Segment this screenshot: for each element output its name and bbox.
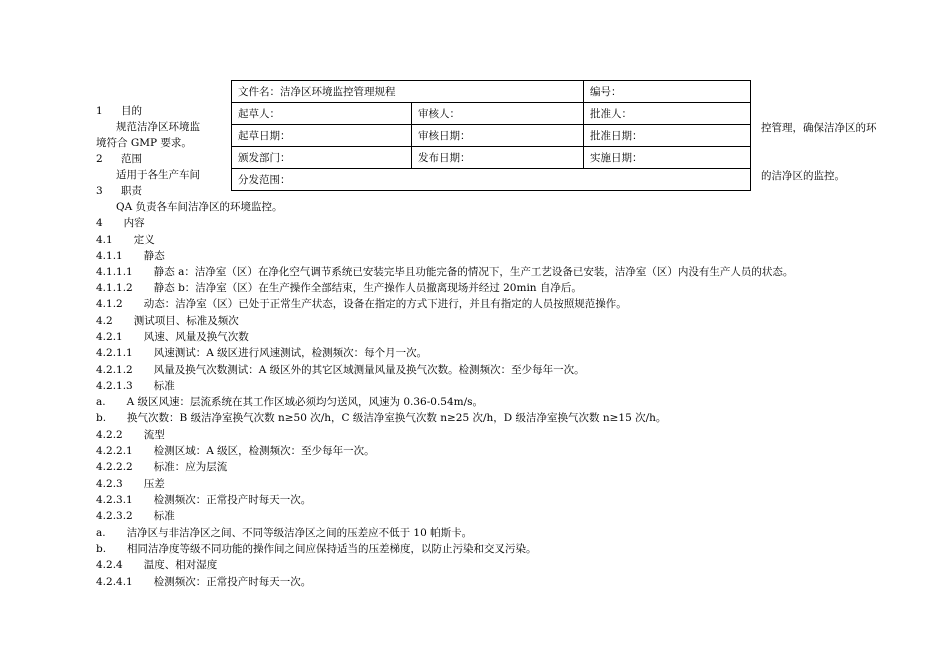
content-line: 4.2.1.3 标准 <box>96 380 175 392</box>
review-date-cell: 审核日期： <box>412 125 584 147</box>
content-line: 4.2 测试项目、标准及频次 <box>96 315 239 327</box>
content-line: b. 换气次数：B 级洁净室换气次数 n≥50 次/h，C 级洁净室换气次数 n≥25 次/h，D 级洁净室换气次数 n≥15 次/h。 <box>96 412 667 424</box>
purpose-text-left-2: 境符合 GMP 要求。 <box>96 137 192 149</box>
purpose-text-right: 控管理，确保洁净区的环 <box>761 122 877 134</box>
content-line: 4.2.2.2 标准：应为层流 <box>96 461 228 473</box>
scope-text-right: 的洁净区的监控。 <box>761 170 845 182</box>
content-line: a. A 级区风速：层流系统在其工作区域必须均匀送风，风速为 0.36-0.54m/s。 <box>96 396 484 408</box>
content-line: 4.1 定义 <box>96 234 155 246</box>
content-line: 4.2.1 风速、风量及换气次数 <box>96 331 249 343</box>
content-line: 4.2.3 压差 <box>96 478 165 490</box>
content-line: 4.1.1.1 静态 a：洁净室（区）在净化空气调节系统已安装完毕且功能完备的情况下，生产工艺设备已安装，洁净室（区）内没有生产人员的状态。 <box>96 266 794 278</box>
section-title-scope: 范围 <box>121 153 142 165</box>
effective-date-cell: 实施日期： <box>584 147 751 169</box>
content-line: QA 负责各车间洁净区的环境监控。 <box>116 201 283 213</box>
content-line: 4.2.1.1 风速测试：A 级区进行风速测试，检测频次：每个月一次。 <box>96 347 428 359</box>
release-date-cell: 发布日期： <box>412 147 584 169</box>
content-line: 4.2.1.2 风量及换气次数测试：A 级区外的其它区域测量风量及换气次数。检测频次：至少每年一次。 <box>96 364 585 376</box>
number-cell: 编号： <box>584 81 751 103</box>
approve-date-cell: 批准日期： <box>584 125 751 147</box>
content-line: 4.2.3.1 检测频次：正常投产时每天一次。 <box>96 494 312 506</box>
section-number-2: 2 <box>96 153 103 165</box>
section-number-3: 3 <box>96 185 103 197</box>
section-title-purpose: 目的 <box>121 105 142 117</box>
content-line: 4 内容 <box>96 217 145 229</box>
content-line: a. 洁净区与非洁净区之间、不同等级洁净区之间的压差应不低于 10 帕斯卡。 <box>96 527 473 539</box>
distribution-cell: 分发范围： <box>232 169 751 191</box>
content-line: 4.1.2 动态：洁净室（区）已处于正常生产状态，设备在指定的方式下进行，并且有指定的人员按照规范操作。 <box>96 298 627 310</box>
content-line: 4.1.1.2 静态 b：洁净室（区）在生产操作全部结束，生产操作人员撤离现场并经过 20min 自净后。 <box>96 282 582 294</box>
content-line: 4.2.2 流型 <box>96 429 165 441</box>
content-line: 4.2.4 温度、相对湿度 <box>96 559 218 571</box>
draft-date-cell: 起草日期： <box>232 125 412 147</box>
issuing-dept-cell: 颁发部门： <box>232 147 412 169</box>
content-line: 4.2.4.1 检测频次：正常投产时每天一次。 <box>96 576 312 588</box>
drafter-cell: 起草人： <box>232 103 412 125</box>
document-header-table <box>231 80 751 191</box>
section-number-1: 1 <box>96 105 103 117</box>
scope-text-left: 适用于各生产车间 <box>116 169 200 181</box>
content-line: 4.1.1 静态 <box>96 250 165 262</box>
approver-cell: 批准人： <box>584 103 751 125</box>
purpose-text-left-1: 规范洁净区环境监 <box>116 121 200 133</box>
reviewer-cell: 审核人： <box>412 103 584 125</box>
content-line: b. 相同洁净度等级不同功能的操作间之间应保持适当的压差梯度，以防止污染和交叉污染。 <box>96 543 537 555</box>
section-title-responsibility: 职责 <box>121 185 142 197</box>
content-line: 4.2.2.1 检测区域：A 级区，检测频次：至少每年一次。 <box>96 445 375 457</box>
file-name-cell: 文件名：洁净区环境监控管理规程 <box>232 81 584 103</box>
content-line: 4.2.3.2 标准 <box>96 510 175 522</box>
